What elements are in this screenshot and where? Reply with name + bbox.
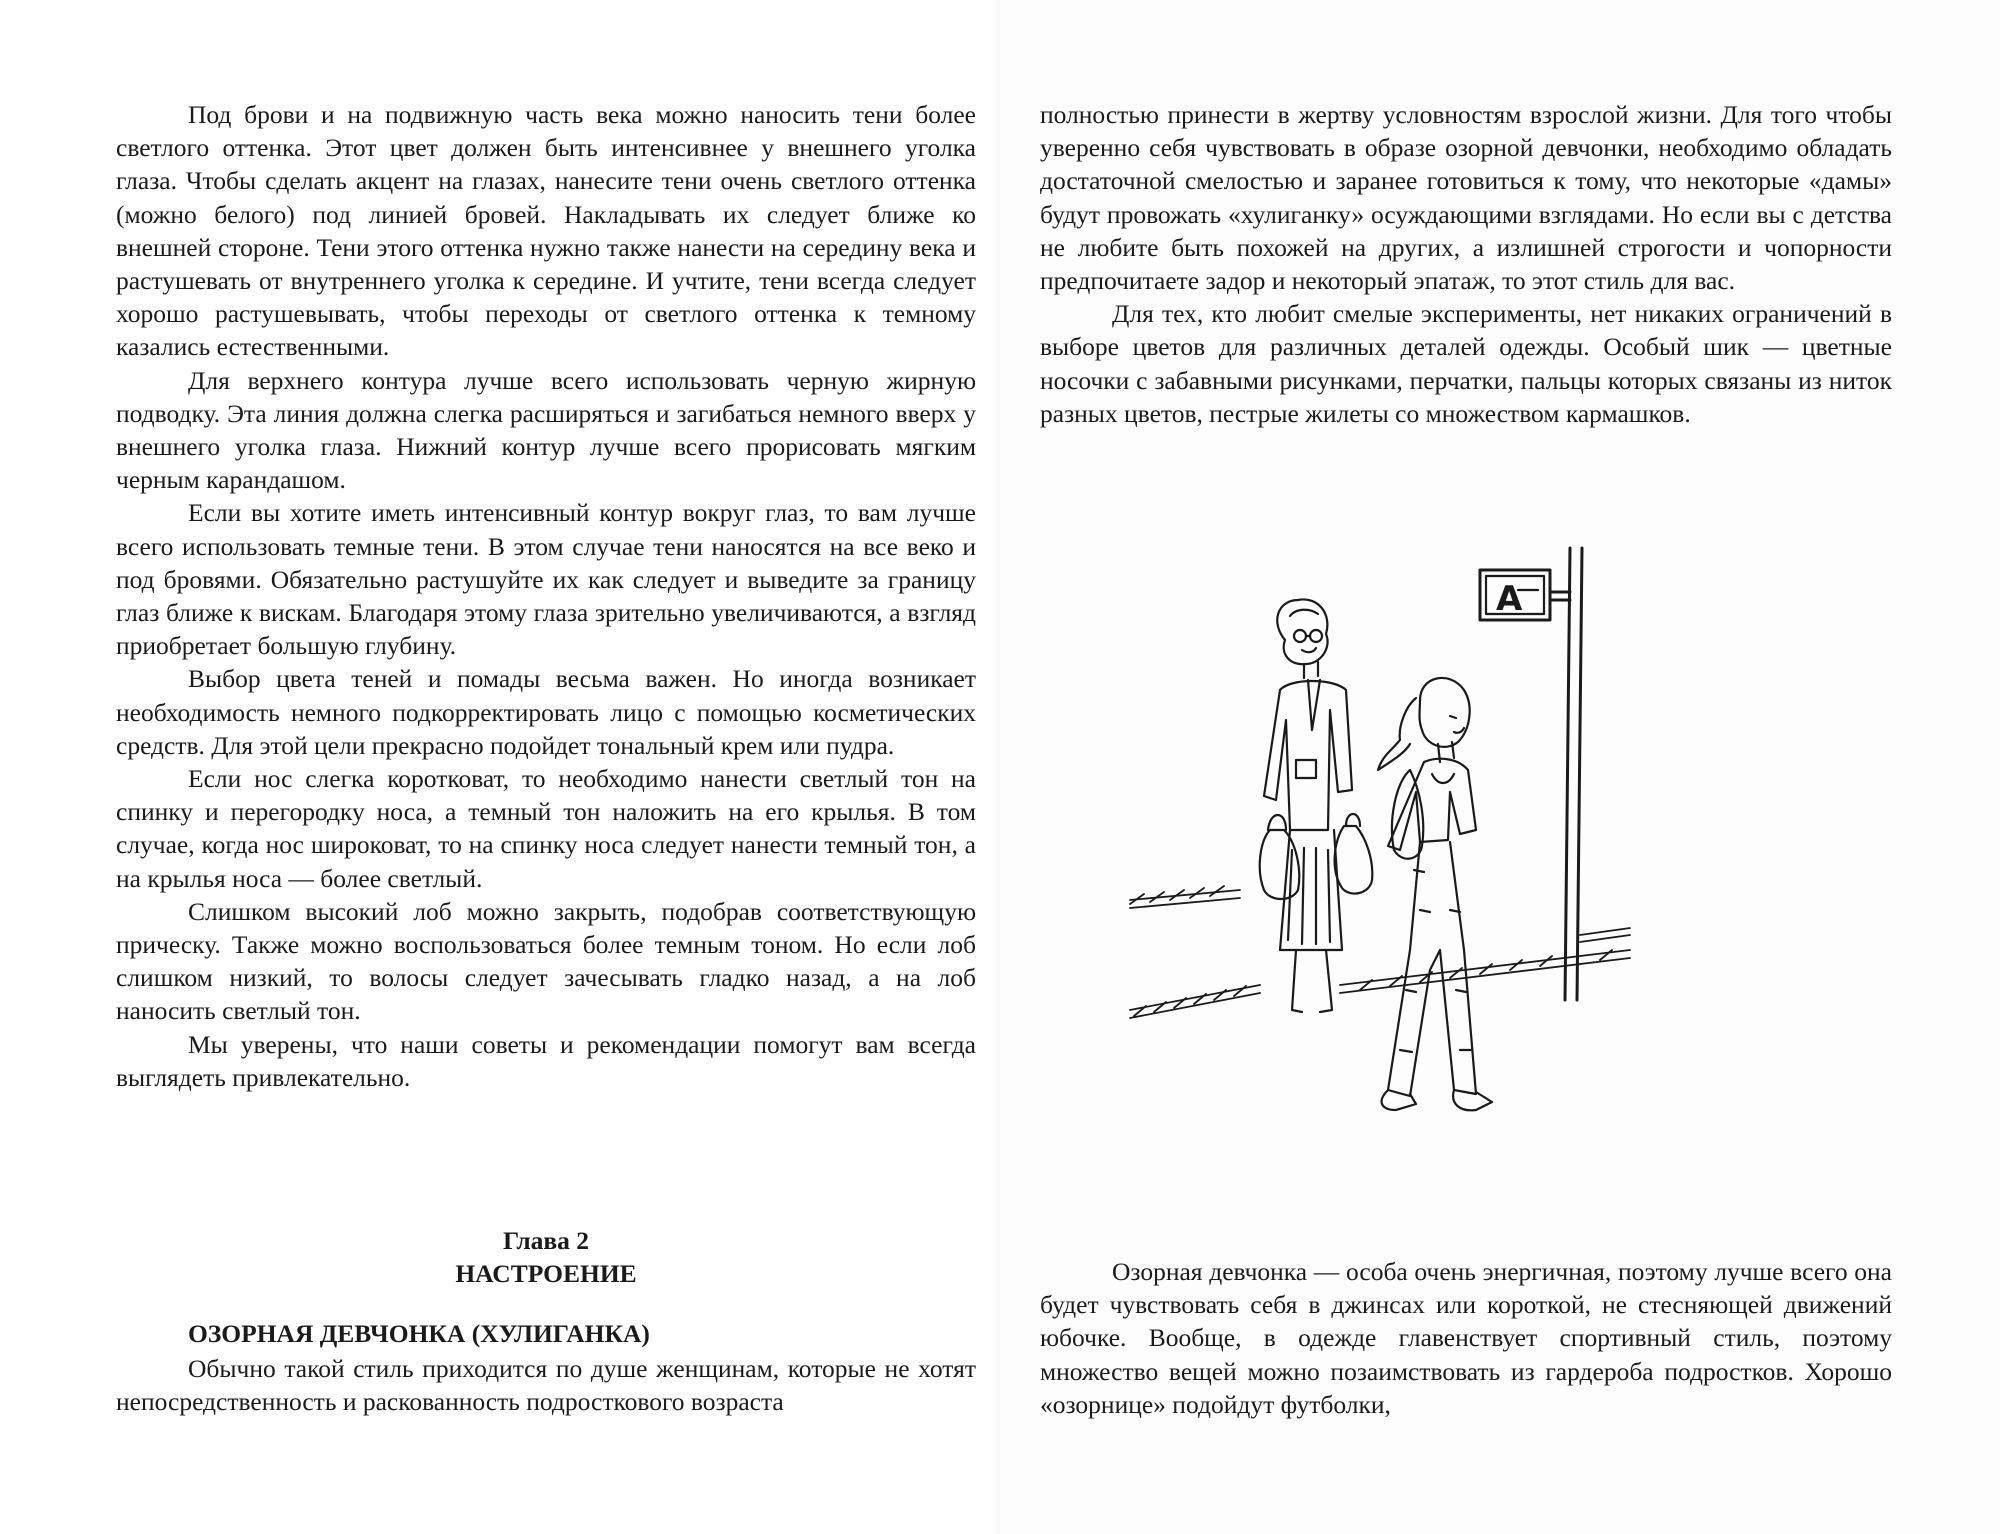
paragraph: Слишком высокий лоб можно закрыть, подобрав соответствующую прическу. Также можно воспользоваться более темным тоном. Но если лоб слишком низкий, то волосы следует зачесывать гладко назад, а на лоб наносить светлый тон. (116, 896, 976, 1026)
right-page-bottom-text-column (1040, 1255, 1892, 1421)
girl-figure-illustration (1378, 678, 1492, 1110)
paragraph: Озорная девчонка — особа очень энергичная, поэтому лучше всего она будет чувствовать себя в джинсах или короткой, не стесняющей движений юбочке. Вообще, в одежде главенствует спортивный стиль, поэтому множество вещей можно позаимствовать из гардероба подростков. Хорошо «озорнице» подойдут футболки, (1040, 1257, 1892, 1419)
paragraph: Мы уверены, что наши советы и рекомендации помогут вам всегда выглядеть привлекательно. (116, 1029, 976, 1092)
left-page-text-column (116, 98, 976, 1094)
paragraph: Под брови и на подвижную часть века можно наносить тени более светлого оттенка. Этот цвет должен быть интенсивнее у внешнего уголка глаза. Чтобы сделать акцент на глазах, нанесите тени очень светлого оттенка (можно белого) под линией бровей. Накладывать их следует ближе ко внешней стороне. Тени этого оттенка нужно также нанести на середину века и растушевать от внутреннего уголка к середине. И учтите, тени всегда следует хорошо растушевывать, чтобы переходы от светлого оттенка к темному казались естественными. (116, 100, 976, 362)
chapter-heading (116, 1224, 976, 1290)
paragraph: Для верхнего контура лучше всего использовать черную жирную подводку. Эта линия должна слегка расширяться и загибаться немного вверх у внешнего уголка глаза. Нижний контур лучше всего прорисовать мягким черным карандашом. (116, 365, 976, 495)
chapter-title: НАСТРОЕНИЕ (455, 1259, 637, 1288)
section-text-column (116, 1352, 976, 1418)
bus-stop-sign-letter: A (1496, 579, 1523, 619)
bus-stop-sign-illustration (1480, 548, 1582, 1000)
woman-figure-illustration (1260, 599, 1373, 1012)
fence-illustration (1130, 886, 1630, 1018)
right-page-text-column (1040, 98, 1892, 430)
street-illustration (1120, 530, 1640, 1200)
paragraph: Если вы хотите иметь интенсивный контур вокруг глаз, то вам лучше всего использовать темные тени. В этом случае тени наносятся на все веко и под бровями. Обязательно растушуйте их как следует и выведите за границу глаз ближе к вискам. Благодаря этому глаза зрительно увеличиваются, а взгляд приобретает большую глубину. (116, 498, 976, 661)
section-title: ОЗОРНАЯ ДЕВЧОНКА (ХУЛИГАНКА) (188, 1319, 650, 1348)
chapter-number: Глава 2 (502, 1226, 590, 1255)
paragraph: Если нос слегка коротковат, то необходимо нанести светлый тон на спинку и перегородку носа, а темный тон наложить на его крылья. В том случае, когда нос широковат, то на спинку носа следует нанести темный тон, а на крылья носа — более светлый. (116, 764, 976, 893)
paragraph: Обычно такой стиль приходится по душе женщинам, которые не хотят непосредственность и раскованность подросткового возраста (116, 1354, 976, 1417)
paragraph: Выбор цвета теней и помады весьма важен. Но иногда возникает необходимость немного подкорректировать лицо с помощью косметических средств. Для этой цели прекрасно подойдет тональный крем или пудра. (116, 664, 976, 760)
paragraph: Для тех, кто любит смелые эксперименты, нет никаких ограничений в выборе цветов для различных деталей одежды. Особый шик — цветные носочки с забавными рисунками, перчатки, пальцы которых связаны из ниток разных цветов, пестрые жилеты со множеством кармашков. (1040, 299, 1892, 428)
paragraph: полностью принести в жертву условностям взрослой жизни. Для того чтобы уверенно себя чувствовать в образе озорной девчонки, необходимо обладать достаточной смелостью и заранее готовиться к тому, что некоторые «дамы» будут провожать «хулиганку» осуждающими взглядами. Но если вы с детства не любите быть похожей на других, а излишней строгости и чопорности предпочитаете задор и некоторый эпатаж, то этот стиль для вас. (1040, 100, 1892, 296)
